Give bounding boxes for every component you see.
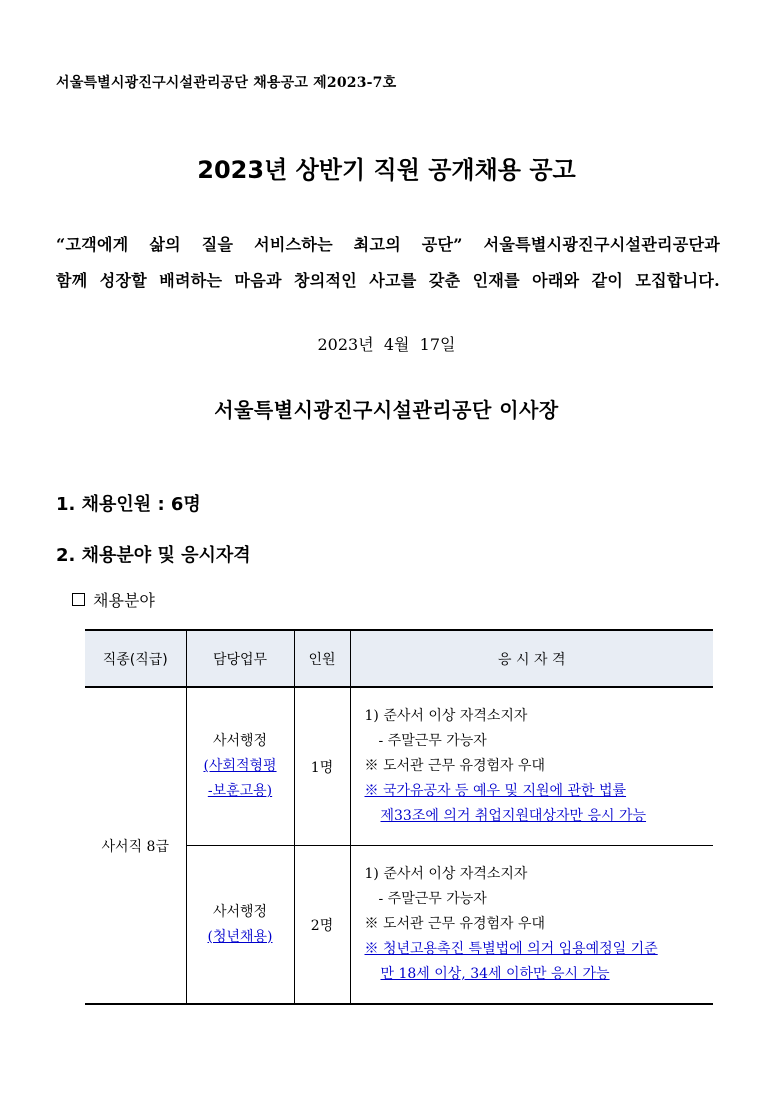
- recruit-table: [85, 629, 713, 1005]
- notice-number: 서울특별시광진구시설관리공단 채용공고 제2023-7호: [56, 75, 397, 91]
- qualification-line: - 주말근무 가능자: [378, 891, 487, 907]
- qualification-line: 제33조에 의거 취업지원대상자만 응시 가능: [380, 808, 647, 824]
- page-title: 2023년 상반기 직원 공개채용 공고: [197, 156, 576, 184]
- duty-cell: [186, 687, 294, 846]
- checkbox-icon: [72, 593, 85, 606]
- duty-main: 사서행정: [212, 903, 268, 920]
- duty-sub: -보훈고용): [207, 783, 273, 799]
- table-header-row: [85, 630, 713, 687]
- qualification-cell: [350, 687, 713, 846]
- section-recruit-count: 1. 채용인원 : 6명: [56, 494, 201, 515]
- job-grade-cell: 사서직 8급: [85, 687, 186, 1004]
- duty-cell: [186, 846, 294, 1005]
- qualification-line: 만 18세 이상, 34세 이하만 응시 가능: [380, 966, 610, 982]
- qualification-line: 1) 준사서 이상 자격소지자: [364, 866, 528, 882]
- subsection-recruit-fields: [72, 588, 155, 611]
- count-cell: 2명: [294, 846, 350, 1005]
- subsection-label: 채용분야: [93, 591, 155, 610]
- qualification-cell: [350, 846, 713, 1005]
- section-fields-qualifications: 2. 채용분야 및 응시자격: [56, 545, 251, 566]
- header-job-grade: 직종(직급): [85, 630, 186, 687]
- qualification-line: 1) 준사서 이상 자격소지자: [364, 708, 528, 724]
- qualification-line: - 주말근무 가능자: [378, 733, 487, 749]
- intro-line-2: 함께 성장할 배려하는 마음과 창의적인 사고를 갖춘 인재를 아래와 같이 모집합니다.: [56, 271, 720, 290]
- table-row: [85, 687, 713, 846]
- duty-sub: (청년채용): [207, 928, 273, 945]
- duty-main: 사서행정: [212, 733, 268, 749]
- intro-line-1: “고객에게 삶의 질을 서비스하는 최고의 공단” 서울특별시광진구시설관리공단과: [56, 235, 720, 254]
- count-cell: 1명: [294, 687, 350, 846]
- qualification-line: ※ 도서관 근무 유경험자 우대: [364, 758, 546, 774]
- header-qualification: 응 시 자 격: [350, 630, 713, 687]
- header-duty: 담당업무: [186, 630, 294, 687]
- qualification-line: ※ 도서관 근무 유경험자 우대: [364, 916, 546, 932]
- duty-sub: (사회적형평: [203, 758, 277, 774]
- header-count: 인원: [294, 630, 350, 687]
- qualification-line: ※ 청년고용촉진 특별법에 의거 임용예정일 기준: [364, 941, 658, 957]
- issuer: 서울특별시광진구시설관리공단 이사장: [214, 398, 559, 422]
- notice-date: 2023년 4월 17일: [317, 335, 456, 354]
- qualification-line: ※ 국가유공자 등 예우 및 지원에 관한 법률: [364, 783, 627, 799]
